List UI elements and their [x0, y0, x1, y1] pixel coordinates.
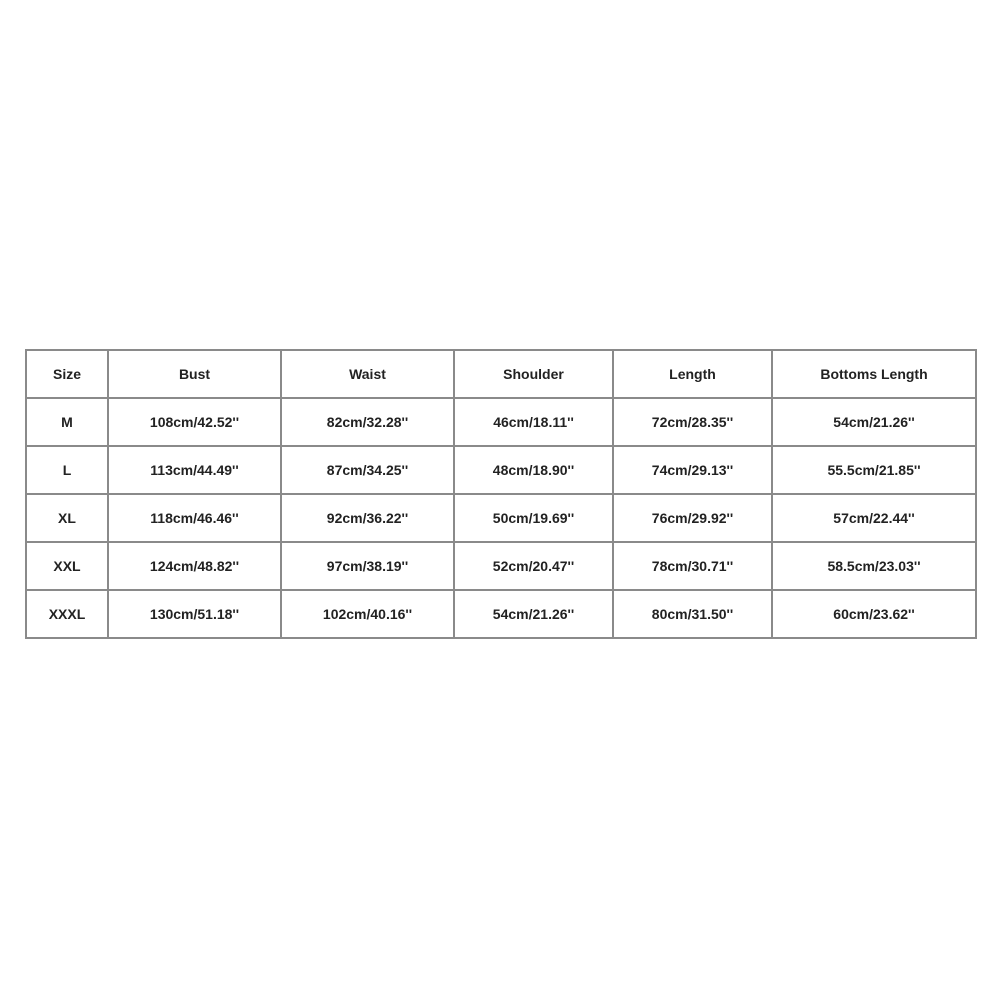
waist-cell: 82cm/32.28'': [281, 398, 454, 446]
length-cell: 74cm/29.13'': [613, 446, 772, 494]
table-row: [26, 398, 976, 446]
waist-cell: 92cm/36.22'': [281, 494, 454, 542]
table-row: [26, 446, 976, 494]
shoulder-cell: 46cm/18.11'': [454, 398, 613, 446]
header-row: [26, 350, 976, 398]
bust-cell: 108cm/42.52'': [108, 398, 281, 446]
size-chart-header: [26, 350, 976, 398]
header-bottoms-length: Bottoms Length: [772, 350, 976, 398]
shoulder-cell: 50cm/19.69'': [454, 494, 613, 542]
bottoms-length-cell: 54cm/21.26'': [772, 398, 976, 446]
table-row: [26, 590, 976, 638]
bust-cell: 124cm/48.82'': [108, 542, 281, 590]
length-cell: 72cm/28.35'': [613, 398, 772, 446]
shoulder-cell: 52cm/20.47'': [454, 542, 613, 590]
table-row: [26, 542, 976, 590]
size-cell: XXL: [26, 542, 108, 590]
bottoms-length-cell: 60cm/23.62'': [772, 590, 976, 638]
length-cell: 76cm/29.92'': [613, 494, 772, 542]
size-chart-body: [26, 398, 976, 638]
header-length: Length: [613, 350, 772, 398]
size-cell: M: [26, 398, 108, 446]
waist-cell: 97cm/38.19'': [281, 542, 454, 590]
length-cell: 78cm/30.71'': [613, 542, 772, 590]
waist-cell: 102cm/40.16'': [281, 590, 454, 638]
length-cell: 80cm/31.50'': [613, 590, 772, 638]
shoulder-cell: 48cm/18.90'': [454, 446, 613, 494]
table-row: [26, 494, 976, 542]
bottoms-length-cell: 58.5cm/23.03'': [772, 542, 976, 590]
size-cell: L: [26, 446, 108, 494]
bottoms-length-cell: 55.5cm/21.85'': [772, 446, 976, 494]
header-size: Size: [26, 350, 108, 398]
bust-cell: 113cm/44.49'': [108, 446, 281, 494]
size-cell: XXXL: [26, 590, 108, 638]
header-shoulder: Shoulder: [454, 350, 613, 398]
bust-cell: 118cm/46.46'': [108, 494, 281, 542]
header-waist: Waist: [281, 350, 454, 398]
shoulder-cell: 54cm/21.26'': [454, 590, 613, 638]
bust-cell: 130cm/51.18'': [108, 590, 281, 638]
header-bust: Bust: [108, 350, 281, 398]
size-cell: XL: [26, 494, 108, 542]
bottoms-length-cell: 57cm/22.44'': [772, 494, 976, 542]
size-chart-table: [25, 349, 977, 639]
waist-cell: 87cm/34.25'': [281, 446, 454, 494]
